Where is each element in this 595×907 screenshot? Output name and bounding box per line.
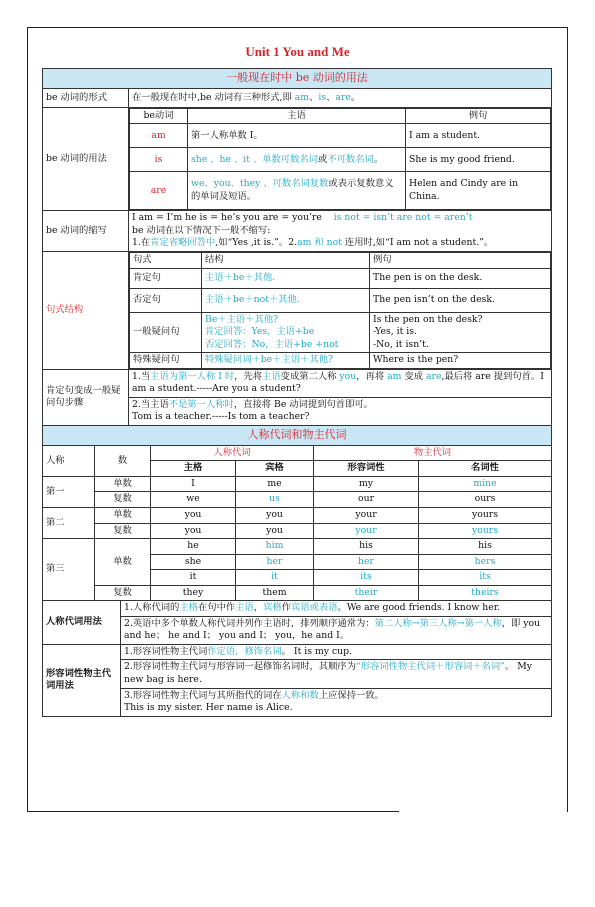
- struct-wh-formula: 特殊疑问词＋be＋主语＋其他?: [202, 353, 370, 369]
- struct-question: 一般疑问句: [130, 312, 202, 353]
- row-label-poss-usage: 形容词性物主代词用法: [43, 644, 121, 716]
- pron-head-person: 人称: [43, 445, 95, 476]
- row-label-abbr: be 动词的缩写: [43, 211, 129, 252]
- forms-text: 在一般现在时中,be 动词有三种形式,即 am、is、are。: [129, 88, 552, 107]
- step-1: 1.当主语为第一人称 I 时，先将主语变成第二人称 you，再将 am 变成 are,最后将 are 提到句首。I am a student.-----Are you a student?: [129, 369, 552, 397]
- usage-are: are: [130, 172, 188, 210]
- usage-head-verb: be动词: [130, 108, 188, 124]
- struct-wh-question: 特殊疑问句: [130, 353, 202, 369]
- struct-head-example: 例句: [370, 253, 551, 269]
- table-row: 复数 we us our ours: [43, 492, 552, 508]
- person-third: 第三: [43, 539, 95, 601]
- table-row: 第一 单数 I me my mine: [43, 476, 552, 492]
- table-row: 复数 you you your yours: [43, 523, 552, 539]
- usage-table: [129, 108, 551, 211]
- usage-are-example: Helen and Cindy are in China.: [406, 172, 551, 210]
- poss-usage-3: 3.形容词性物主代词与其所指代的词在人称和数上应保持一致。 This is my sister. Her name is Alice.: [121, 688, 552, 716]
- usage-head-subject: 主语: [188, 108, 406, 124]
- struct-negative-example: The pen isn’t on the desk.: [370, 288, 551, 312]
- pron-head-possessive: 物主代词: [314, 445, 552, 461]
- usage-notes-table: [42, 600, 552, 716]
- usage-is: is: [130, 148, 188, 172]
- usage-is-example: She is my good friend.: [406, 148, 551, 172]
- usage-are-subject: we、you、they 、可数名词复数或表示复数意义的单词及短语。: [188, 172, 406, 210]
- be-verb-table: [42, 68, 552, 426]
- struct-head-type: 句式: [130, 253, 202, 269]
- struct-question-formula: Be＋主语＋其他? 肯定回答：Yes，主语+be 否定回答：No，主语+be +not: [202, 312, 370, 353]
- pron-usage-1: 1.人称代词的主格在句中作主语，宾格作宾语或表语。We are good friends. I know her.: [121, 601, 552, 617]
- poss-usage-2: 2.形容词性物主代词与形容词一起修饰名词时，其顺序为“形容词性物主代词＋形容词＋名词”。 My new bag is here.: [121, 660, 552, 688]
- grammar-sheet: [42, 68, 552, 717]
- struct-positive-example: The pen is on the desk.: [370, 268, 551, 288]
- usage-is-subject: she 、he 、it 、单数可数名词或不可数名词。: [188, 148, 406, 172]
- usage-am: am: [130, 124, 188, 148]
- row-label-steps: 肯定句变成一般疑问句步骤: [43, 369, 129, 425]
- pron-head-personal: 人称代词: [151, 445, 314, 461]
- row-label-usage: be 动词的用法: [43, 107, 129, 211]
- pron-head-object: 宾格: [236, 461, 314, 477]
- poss-usage-1: 1.形容词性物主代词作定语，修饰名词。 It is my cup.: [121, 644, 552, 660]
- usage-am-subject: 第一人称单数 I。: [188, 124, 406, 148]
- struct-head-structure: 结构: [202, 253, 370, 269]
- pron-head-number: 数: [95, 445, 151, 476]
- pron-head-noun: 名词性: [419, 461, 552, 477]
- pron-usage-2: 2.英语中多个单数人称代词并列作主语时，排列顺序通常为：第二人称→第三人称→第一人称，即 you and he； he and I； you and I； you，he and I。: [121, 616, 552, 644]
- table-row: 第三 单数 he him his his: [43, 539, 552, 555]
- table-row: 复数 they them their theirs: [43, 585, 552, 601]
- section-header-pronouns: 人称代词和物主代词: [43, 425, 552, 445]
- table-row: 第二 单数 you you your yours: [43, 507, 552, 523]
- struct-negative: 否定句: [130, 288, 202, 312]
- usage-am-example: I am a student.: [406, 124, 551, 148]
- table-row: it it its its: [43, 570, 552, 586]
- person-first: 第一: [43, 476, 95, 507]
- struct-wh-example: Where is the pen?: [370, 353, 551, 369]
- section-header-be: 一般现在时中 be 动词的用法: [43, 69, 552, 89]
- row-label-forms: be 动词的形式: [43, 88, 129, 107]
- page-title: Unit 1 You and Me: [245, 44, 350, 59]
- row-label-pron-usage: 人称代词用法: [43, 601, 121, 645]
- struct-positive-formula: 主语＋be＋其他.: [202, 268, 370, 288]
- person-second: 第二: [43, 507, 95, 538]
- row-label-structure: 句式结构: [43, 252, 129, 370]
- pron-head-adjective: 形容词性: [314, 461, 419, 477]
- table-row: she her her hers: [43, 554, 552, 570]
- struct-negative-formula: 主语＋be＋not＋其他.: [202, 288, 370, 312]
- step-2: 2.当主语不是第一人称时，直接将 Be 动词提到句首即可。 Tom is a teacher.-----Is tom a teacher?: [129, 397, 552, 425]
- structure-table: [129, 252, 551, 369]
- struct-question-example: Is the pen on the desk? -Yes, it is. -No, it isn’t.: [370, 312, 551, 353]
- bottom-rule: [27, 811, 399, 812]
- abbr-text: I am = I’m he is = he’s you are = you’re is not = isn’t are not = aren’t be 动词在以下情况下一般不缩写: 1.在肯定省略回答中,如“Yes ,it is.”。2.am 和 not 连用时,如“I am not a student.”。: [129, 211, 552, 252]
- pronoun-table: [42, 425, 552, 601]
- usage-head-example: 例句: [406, 108, 551, 124]
- struct-positive: 肯定句: [130, 268, 202, 288]
- pron-head-subject: 主格: [151, 461, 236, 477]
